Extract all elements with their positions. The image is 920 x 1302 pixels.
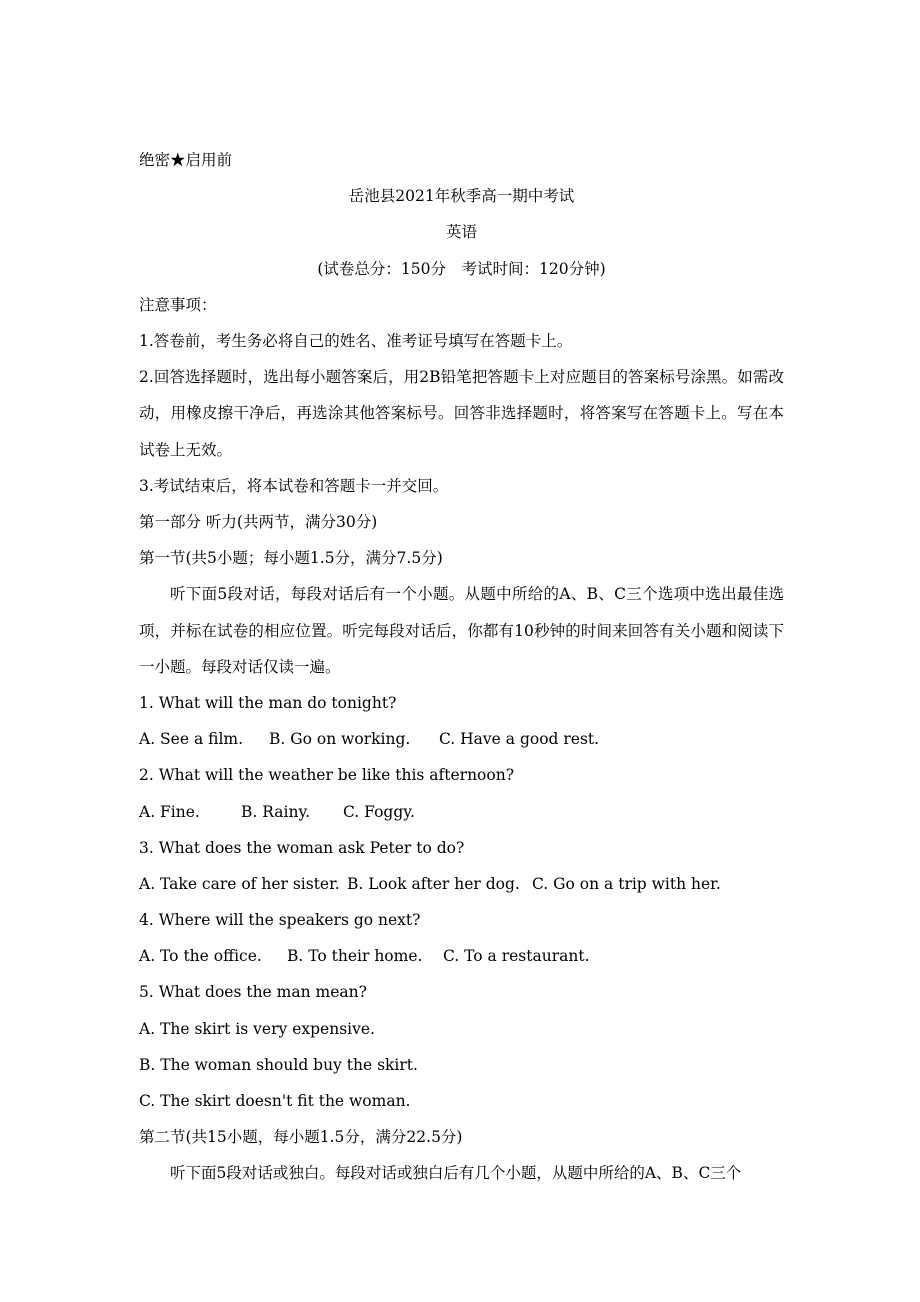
note-item-3: 3.考试结束后，将本试卷和答题卡一并交回。 [139,476,449,495]
section1-instructions: 听下面5段对话，每段对话后有一个小题。从题中所给的A、B、C三个选项中选出最佳选项，并标在试卷的相应位置。听完每段对话后，你都有10秒钟的时间来回答有关小题和阅读下一小题。每段对话仅读一遍。 [139,585,784,676]
option-a: A. Take care of her sister. [139,874,340,893]
question-5-stem: 5. What does the man mean? [139,983,367,1002]
option-b: B. Look after her dog. [347,874,520,893]
section2-title: 第二节(共15小题，每小题1.5分，满分22.5分) [139,1128,463,1147]
question-5-option-c: C. The skirt doesn't fit the woman. [139,1092,411,1110]
question-4-stem: 4. Where will the speakers go next? [139,911,421,930]
question-1-stem: 1. What will the man do tonight? [139,693,397,712]
option-a: A. To the office. [139,947,262,966]
question-4-options [139,938,784,974]
question-5-option-a: A. The skirt is very expensive. [139,1019,375,1038]
option-b: B. Go on working. [269,730,411,749]
option-b: B. Rainy. [241,802,311,821]
exam-title: 岳池县2021年秋季高一期中考试 [348,187,575,206]
question-3-stem: 3. What does the woman ask Peter to do? [139,838,465,857]
exam-info: (试卷总分：150分 考试时间：120分钟) [317,259,606,278]
note-item-2: 2.回答选择题时，选出每小题答案后，用2B铅笔把答题卡上对应题目的答案标号涂黑。如需改动，用橡皮擦干净后，再选涂其他答案标号。回答非选择题时，将答案写在答题卡上。写在本试卷上无效。 [139,368,784,459]
note-item-1: 1.答卷前，考生务必将自己的姓名、准考证号填写在答题卡上。 [139,331,573,350]
option-a: A. See a film. [139,730,244,749]
section2-instructions: 听下面5段对话或独白。每段对话或独白后有几个小题，从题中所给的A、B、C三个 [170,1164,742,1183]
option-c: C. Go on a trip with her. [532,874,721,893]
question-2-options [139,794,784,830]
section1-title: 第一节(共5小题；每小题1.5分，满分7.5分) [139,549,443,568]
question-5-option-b: B. The woman should buy the skirt. [139,1055,418,1074]
secret-label: 绝密★启用前 [139,151,233,169]
question-3-options [139,866,784,902]
option-c: C. To a restaurant. [443,947,590,966]
option-c: C. Have a good rest. [439,730,600,749]
notes-heading: 注意事项： [139,295,217,314]
option-a: A. Fine. [139,802,200,821]
question-2-stem: 2. What will the weather be like this afternoon? [139,766,515,785]
question-1-options [139,721,784,757]
exam-page [139,142,784,1192]
subject-title: 英语 [445,223,477,242]
part1-title: 第一部分 听力(共两节，满分30分) [139,512,378,531]
option-b: B. To their home. [287,947,423,966]
option-c: C. Foggy. [343,802,415,821]
